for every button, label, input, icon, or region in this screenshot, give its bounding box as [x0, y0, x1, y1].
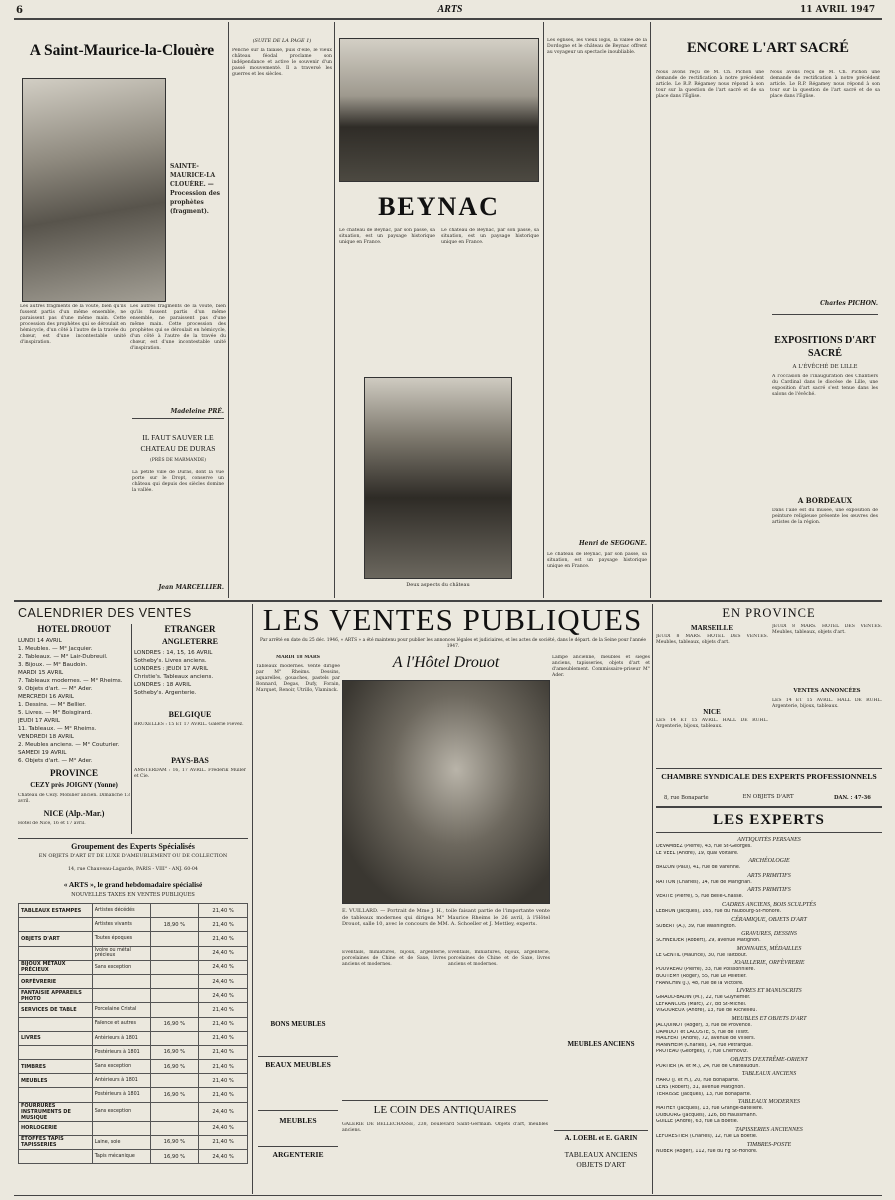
taxes-cell-a — [150, 1003, 199, 1017]
expert-entry: TERRISSE (Jacques), 13, rue Bonaparte. — [656, 1091, 752, 1097]
taxes-cell-cat — [19, 1017, 93, 1031]
cezy-text: Château de Cezy. Mobilier ancien. Dimanche 13 avril. — [18, 793, 130, 804]
expert-entry: MATHEY (Jacques), 13, rue Grange-Batelière. — [656, 1106, 764, 1112]
expert-entry: MANNHEIM (Charles), 14, rue Pétrarque. — [656, 1042, 753, 1048]
section-rule — [258, 1146, 338, 1147]
meubles: MEUBLES — [279, 1116, 317, 1125]
section-rule — [342, 1100, 548, 1101]
art-sacre-body-left: Nous avons reçu de M. Ch. Pichon une demande de rectification à notre précédent article. Le R.P. Régamey nous répond à son tour sur la question de l'art sacré et de sa place dans l'Église. — [656, 70, 764, 99]
taxes-cell-b: 21,40 % — [199, 1060, 248, 1074]
taxes-row — [19, 1017, 248, 1031]
calendrier-title: CALENDRIER DES VENTES — [18, 606, 192, 620]
section-rule — [132, 418, 224, 419]
page-number: 6 — [16, 5, 23, 16]
expert-entry: GIRAUD-BADIN (M.), 22, rue Guynemer. — [656, 995, 751, 1001]
chambre-tel: DAN. : 47-36 — [834, 795, 871, 801]
coin-antiquaires: LE COIN DES ANTIQUAIRES — [373, 1104, 517, 1116]
taxes-cell-sub: Antérieurs à 1801 — [92, 1031, 150, 1045]
duras-subtitle: (PRÈS DE MARMANDE) — [150, 458, 206, 463]
taxes-cell-cat: HORLOGERIE — [19, 1121, 93, 1135]
col-rule — [650, 22, 651, 598]
expert-section-heading: OBJETS D'EXTRÊME-ORIENT — [730, 1056, 808, 1063]
expert-entry: PROTEAU (Georges), 7, rue Chernoviz. — [656, 1049, 749, 1055]
taxes-cell-sub: Ivoire ou métal précieux — [92, 946, 150, 960]
taxes-cell-cat: ÉTOFFES TAPIS TAPISSERIES — [19, 1135, 93, 1149]
cezy-heading: CEZY près JOIGNY (Yonne) — [30, 781, 118, 789]
section-rule — [656, 832, 882, 833]
taxes-subtitle: NOUVELLES TAXES EN VENTES PUBLIQUES — [71, 892, 195, 898]
taxes-cell-a — [150, 960, 199, 974]
taxes-cell-sub: Antérieurs à 1801 — [92, 1074, 150, 1088]
loebl-sub: TABLEAUX ANCIENS OBJETS D'ART — [564, 1150, 638, 1169]
ventes-col-a: Tableaux modernes. Vente dirigée par M° Rheims. Dessins, aquarelles, gouaches, pastels par Bonnard, Degas, Dufy, Forain, Marquet, Renoir, Utrillo, Vlaminck. — [256, 664, 340, 693]
angleterre-heading: ANGLETERRE — [161, 637, 218, 646]
taxes-cell-b: 21,40 % — [199, 1017, 248, 1031]
section-rule — [258, 1056, 338, 1057]
beynac-photo-bottom — [364, 377, 512, 579]
continuation-marker: (SUITE DE LA PAGE 1) — [252, 38, 312, 44]
expert-section-heading: LIVRES ET MANUSCRITS — [736, 988, 802, 995]
expert-entry: FRANCHIN (J.), 48, rue de la Victoire. — [656, 980, 744, 986]
art-sacre-body-right: Nous avons reçu de M. Ch. Pichon une demande de rectification à notre précédent article. Le R.P. Régamey nous répond à son tour sur la question de l'art sacré et de sa place dans l'Église. — [770, 70, 880, 99]
taxes-cell-a — [150, 1102, 199, 1121]
taxes-cell-cat: ORFÈVRERIE — [19, 974, 93, 988]
nice-heading: NICE (Alp.-Mar.) — [43, 809, 105, 818]
issue-date: 11 AVRIL 1947 — [800, 5, 876, 15]
calendar-line: SAMEDI 19 AVRIL — [18, 750, 67, 756]
nice-province-text: LES 14 ET 15 AVRIL. HALL DE RUHL. Argenterie, bijoux, tableaux. — [656, 718, 768, 729]
taxes-row — [19, 1121, 248, 1135]
taxes-cell-cat: LIVRES — [19, 1031, 93, 1045]
taxes-cell-b: 21,40 % — [199, 1031, 248, 1045]
footer-rule — [14, 1195, 882, 1196]
calendar-line: Sotheby's. Livres anciens. — [134, 658, 207, 664]
taxes-cell-sub: Faïence et autres — [92, 1017, 150, 1031]
taxes-row — [19, 1102, 248, 1121]
taxes-row — [19, 974, 248, 988]
expert-entry: BRIZON (Paul), 41, rue de Varenne. — [656, 865, 741, 871]
art-sacre-title: ENCORE L'ART SACRÉ — [687, 40, 849, 56]
expert-entry: RATTON (Charles), 14, rue de Marignan. — [656, 879, 752, 885]
beynac-caption: Deux aspects du château — [406, 582, 470, 588]
bons-meubles: BONS MEUBLES — [270, 1020, 326, 1028]
angleterre-list — [134, 649, 246, 697]
taxes-row — [19, 918, 248, 932]
belgique-text: BRUXELLES : 15 ET 17 AVRIL. Galerie Fievez. — [134, 722, 244, 727]
marseille-text: JEUDI 8 MARS. HOTEL DES VENTES. Meubles, tableaux, objets d'art. — [656, 634, 768, 645]
taxes-cell-a: 16,90 % — [150, 1060, 199, 1074]
etranger-heading: ETRANGER — [164, 624, 216, 634]
expert-entry: SUBERT (A.), 39, rue Washington. — [656, 923, 737, 929]
photo-caption: SAINTE-MAURICE-LA CLOUÈRE. — Procession des prophètes (fragment). — [170, 163, 221, 215]
taxes-cell-b: 24,40 % — [199, 1121, 248, 1135]
paysbas-text: AMSTERDAM : 16, 17 AVRIL. Frederik Muller et Cie. — [134, 768, 246, 779]
vuillard-portrait — [342, 680, 550, 904]
saint-maurice-title: A Saint-Maurice-la-Clouère — [29, 42, 215, 59]
expert-entry: LEFORESTIER (Charles), 12, rue La Boétie. — [656, 1134, 758, 1140]
taxes-cell-a — [150, 904, 199, 918]
taxes-row — [19, 946, 248, 960]
beynac-title: BEYNAC — [378, 192, 500, 221]
beynac-body-right: Le château de Beynac, par son passé, sa situation, est un paysage historique unique en France. — [441, 228, 539, 245]
calendar-line: MARDI 15 AVRIL — [18, 670, 64, 676]
bordeaux-title: A BORDEAUX — [797, 496, 853, 505]
taxes-cell-cat — [19, 946, 93, 960]
taxes-cell-a — [150, 974, 199, 988]
calendar-line: 5. Livres. — M° Boisgirard. — [18, 710, 93, 716]
expert-section-heading: TABLEAUX MODERNES — [737, 1099, 801, 1106]
taxes-cell-cat: TIMBRES — [19, 1060, 93, 1074]
expert-entry: LE GENTIL (Maurice), 30, rue Taitbout. — [656, 952, 748, 958]
expert-entry: LEFRANCOIS (Marc), 27, bd St-Michel. — [656, 1001, 747, 1007]
taxes-row — [19, 960, 248, 974]
expositions-title: EXPOSITIONS D'ART SACRÉ — [774, 335, 876, 359]
masthead: ARTS — [437, 4, 463, 15]
expert-section-heading: CÉRAMIQUE, OBJETS D'ART — [731, 916, 807, 923]
expert-section-heading: GRAVURES, DESSINS — [741, 931, 797, 938]
taxes-cell-cat — [19, 1045, 93, 1059]
lille-body: A l'occasion de l'inauguration des Chantiers du Cardinal dans le diocèse de Lille, une exposition d'art sacré s'est tenue dans les salons de l'évêché. — [772, 374, 878, 397]
groupement-address: 14, rue Chauveau-Lagarde, PARIS - VIII° - ANJ. 60-04 — [68, 867, 198, 872]
calendar-line: LUNDI 14 AVRIL — [18, 638, 62, 644]
taxes-cell-a: 18,90 % — [150, 918, 199, 932]
procession-photo — [22, 78, 166, 302]
header-rule — [14, 18, 882, 20]
ventes-col-c-right: Éventails, miniatures, bijoux, argenterie, porcelaines de Chine et de Saxe, livres anciens et modernes. — [448, 950, 550, 967]
ventes-annoncees: VENTES ANNONCÉES — [793, 688, 861, 694]
expert-entry: LENS (Robert), 31, avenue Matignon. — [656, 1085, 745, 1091]
marseille-heading: MARSEILLE — [690, 624, 733, 632]
calendar-line: MERCREDI 16 AVRIL — [18, 694, 74, 700]
taxes-cell-b: 24,40 % — [199, 1102, 248, 1121]
calendar-line: 1. Meubles. — M° Jacquier. — [18, 646, 93, 652]
duras-title: IL FAUT SAUVER LE CHATEAU DE DURAS — [140, 433, 216, 453]
expert-section-heading: TAPISSERIES ANCIENNES — [735, 1127, 803, 1134]
chambre-sub: EN OBJETS D'ART — [742, 794, 794, 800]
col-rule — [252, 604, 253, 1194]
expert-section-heading: ARTS PRIMITIFS — [747, 872, 791, 879]
expositions-subtitle: A L'ÉVÊCHÉ DE LILLE — [792, 364, 858, 370]
calendar-line: 2. Tableaux. — M° Lair-Dubreuil. — [18, 654, 108, 660]
meubles-anciens: MEUBLES ANCIENS — [567, 1040, 635, 1048]
belgique-heading: BELGIQUE — [168, 710, 212, 719]
taxes-cell-b: 21,40 % — [199, 932, 248, 946]
taxes-cell-a: 16,90 % — [150, 1150, 199, 1164]
col-rule — [334, 22, 335, 598]
calendar-line: 2. Meubles anciens. — M° Couturier. — [18, 742, 120, 748]
taxes-cell-sub — [92, 974, 150, 988]
col-rule — [543, 22, 544, 598]
taxes-cell-sub: Postérieurs à 1801 — [92, 1045, 150, 1059]
ventes-annoncees-text: LES 14 ET 15 AVRIL. HALL DE RUHL. Argenterie, bijoux, tableaux. — [772, 698, 882, 709]
expert-section-heading: CADRES ANCIENS, BOIS SCULPTÉS — [722, 901, 816, 908]
beynac-photo-top — [339, 38, 539, 182]
taxes-table — [18, 903, 248, 1164]
calendar-line: VENDREDI 18 AVRIL — [18, 734, 74, 740]
author-madeleine-pre: Madeleine PRÉ. — [170, 408, 224, 415]
calendar-line: 6. Objets d'art. — M° Ader. — [18, 758, 93, 764]
taxes-cell-sub: Sans exception — [92, 960, 150, 974]
coin-text: GALERIE DE BELLECHASSE, 238, boulevard Saint-Germain. Objets d'art, meubles anciens. — [342, 1122, 548, 1133]
calendar-line: 1. Dessins. — M° Bellier. — [18, 702, 86, 708]
expert-entry: MAILFERT (André), 72, avenue de Villiers. — [656, 1036, 756, 1042]
taxes-cell-a — [150, 1031, 199, 1045]
taxes-cell-b: 21,40 % — [199, 1088, 248, 1102]
expert-entry: LE VEEL (André), 19, quai Voltaire. — [656, 850, 739, 856]
taxes-cell-sub: Artistes décédés — [92, 904, 150, 918]
taxes-cell-cat: FOURRURES INSTRUMENTS DE MUSIQUE — [19, 1102, 93, 1121]
section-rule — [656, 768, 882, 769]
expert-section-heading: ARTS PRIMITIFS — [747, 887, 791, 894]
taxes-cell-sub: Postérieurs à 1801 — [92, 1088, 150, 1102]
taxes-row — [19, 1088, 248, 1102]
chambre-syndicale: CHAMBRE SYNDICALE DES EXPERTS PROFESSIONNELS — [661, 772, 877, 781]
beynac-body-left: Le château de Beynac, par son passé, sa situation, est un paysage historique unique en France. — [339, 228, 435, 245]
taxes-row — [19, 932, 248, 946]
taxes-cell-b: 24,40 % — [199, 989, 248, 1003]
col-rule — [652, 604, 653, 1194]
beynac-continued: Les églises, les vieux logis, la vallée de la Dordogne et le château de Beynac offrent au voyageur un spectacle inoubliable. — [547, 38, 647, 55]
taxes-cell-a: 16,90 % — [150, 1135, 199, 1149]
taxes-row — [19, 1074, 248, 1088]
section-rule — [656, 806, 882, 808]
experts-title: LES EXPERTS — [713, 812, 825, 828]
taxes-cell-cat: BIJOUX MÉTAUX PRÉCIEUX — [19, 960, 93, 974]
taxes-cell-cat: TABLEAUX ESTAMPES — [19, 904, 93, 918]
taxes-cell-a — [150, 1074, 199, 1088]
nice-text: Hôtel de Nice, 16 et 17 avril. — [18, 821, 86, 826]
col2-body: Penché sur la falaise, puis d'elle, le vieux château féodal proclame son indépendance et active le souvenir d'un passé mouvementé. Il a traversé les guerres et les siècles. — [232, 48, 332, 77]
col1-body-right: Les autres fragments de la voûte, bien qu'ils fussent partis d'un même ensemble, ne paraissent pas d'une même main. Cette procession des prophètes qui se déroulait en hémicycle, d'un côté à l'autre de la travée du chœur, est d'une incontestable unité d'inspiration. — [130, 304, 226, 351]
chambre-address: 8, rue Bonaparte — [664, 795, 709, 801]
taxes-row — [19, 1135, 248, 1149]
section-rule — [258, 1110, 338, 1111]
ventes-col-a-title: MARDI 18 MARS — [276, 655, 320, 660]
taxes-cell-cat — [19, 1150, 93, 1164]
taxes-cell-cat: OBJETS D'ART — [19, 932, 93, 946]
expert-entry: JACQUINOT (Roger), 3, rue de Provence. — [656, 1022, 752, 1028]
calendar-line: 7. Tableaux modernes. — M° Rheims. — [18, 678, 123, 684]
expert-section-heading: ANTIQUITÉS PERSANES — [737, 837, 801, 843]
taxes-cell-sub: Tapis mécanique — [92, 1150, 150, 1164]
experts-list — [656, 836, 882, 1194]
taxes-cell-sub: Porcelaine Cristal — [92, 1003, 150, 1017]
taxes-cell-b: 21,40 % — [199, 1045, 248, 1059]
calendar-line: 11. Tableaux. — M° Rheims. — [18, 726, 97, 732]
expert-section-heading: TIMBRES-POSTE — [746, 1141, 792, 1148]
expert-section-heading: TABLEAUX ANCIENS — [741, 1071, 797, 1078]
groupement-subtitle: EN OBJETS D'ART ET DE LUXE D'AMEUBLEMENT OU DE COLLECTION — [38, 853, 228, 859]
expert-entry: LEBRUN (Jacques), 165, rue du Faubourg-St-Honoré. — [656, 908, 782, 914]
taxes-row — [19, 1003, 248, 1017]
taxes-cell-a — [150, 989, 199, 1003]
expert-entry: DUBOURG (Jacques), 126, bd Haussmann. — [656, 1112, 758, 1118]
taxes-title: « ARTS », le grand hebdomadaire spécialisé — [63, 880, 203, 889]
taxes-cell-b: 24,40 % — [199, 960, 248, 974]
author-segogne: Henri de SEGOGNE. — [578, 540, 647, 547]
taxes-cell-a — [150, 946, 199, 960]
expert-entry: PORTIER (A. et M.), 24, rue de Châteaudun. — [656, 1063, 760, 1069]
expert-entry: NOBER (Roger), 112, rue du Fg St-Honoré. — [656, 1148, 758, 1154]
en-province-title: EN PROVINCE — [722, 606, 816, 620]
expert-section-heading: JOAILLERIE, ORFÈVRERIE — [733, 960, 805, 967]
calendar-line: LONDRES : 18 AVRIL — [134, 682, 192, 688]
calendar-line: LONDRES : JEUDI 17 AVRIL — [134, 666, 209, 672]
taxes-cell-cat: SERVICES DE TABLE — [19, 1003, 93, 1017]
taxes-cell-cat: MEUBLES — [19, 1074, 93, 1088]
calendar-line: 9. Objets d'art. — M° Ader. — [18, 686, 93, 692]
taxes-cell-a — [150, 1121, 199, 1135]
taxes-cell-b: 21,40 % — [199, 904, 248, 918]
calendar-line: 3. Bijoux. — M° Baudoin. — [18, 662, 88, 668]
province-body-right: JEUDI 8 MARS. HOTEL DES VENTES. Meubles, tableaux, objets d'art. — [772, 624, 882, 635]
author-jean-marcellier: Jean MARCELLIER. — [158, 584, 224, 591]
taxes-cell-b: 21,40 % — [199, 1074, 248, 1088]
taxes-cell-b: 24,40 % — [199, 946, 248, 960]
ventes-intro: Par arrêté en date du 25 déc. 1946, « ARTS » a été maintenu pour publier les annonces légales et judiciaires, et les actes de société, dans le départ. de la Seine pour l'année 1947. — [259, 638, 646, 649]
beynac-note: Le château de Beynac, par son passé, sa situation, est un paysage historique unique en France. — [547, 552, 647, 569]
taxes-row — [19, 989, 248, 1003]
expert-section-heading: ARCHÉOLOGIE — [748, 858, 790, 865]
expert-section-heading: MEUBLES ET OBJETS D'ART — [731, 1015, 807, 1022]
col1-body: Les autres fragments de la voûte, bien qu'ils fussent partis d'un même ensemble, ne paraissent pas d'une même main. Cette procession des prophètes qui se déroulait en hémicycle, d'un côté à l'autre de la travée du chœur, est d'une incontestable unité d'inspiration. — [20, 304, 126, 345]
col-rule — [228, 22, 229, 598]
expert-entry: DAMIDOT et LACOSTE, 5, rue de Tilsitt. — [656, 1029, 750, 1035]
nice-province-heading: NICE — [703, 708, 721, 716]
taxes-cell-a — [150, 932, 199, 946]
col-rule — [131, 624, 132, 834]
taxes-cell-cat: FANTAISIE APPAREILS PHOTO — [19, 989, 93, 1003]
taxes-cell-b: 21,40 % — [199, 1003, 248, 1017]
vuillard-caption: E. VUILLARD. — Portrait de Mme J. H., toile faisant partie de l'importante vente de tableaux modernes qui dirigea M° Maurice Rheims le 26 avril, à l'Hôtel Drouot, salle 10, avec le concours de MM. A. Schoeller et J. Mettley, experts. — [342, 908, 550, 927]
taxes-cell-sub: Sans exception — [92, 1060, 150, 1074]
ventes-col-c-left: Éventails, miniatures, bijoux, argenterie, porcelaines de Chine et de Saxe, livres anciens et modernes. — [342, 950, 446, 967]
taxes-row — [19, 1045, 248, 1059]
taxes-cell-b: 24,40 % — [199, 1150, 248, 1164]
expert-entry: VIGOUREUX (André), 13, rue de Richelieu. — [656, 1008, 758, 1014]
argenterie: ARGENTERIE — [272, 1150, 324, 1159]
paysbas-heading: PAYS-BAS — [171, 756, 209, 765]
taxes-row — [19, 1060, 248, 1074]
taxes-cell-sub: Toutes époques — [92, 932, 150, 946]
author-pichon: Charles PICHON. — [820, 300, 878, 307]
groupement-title: Groupement des Experts Spécialisés — [71, 842, 195, 851]
calendar-line: Christie's. Tableaux anciens. — [134, 674, 214, 680]
expert-entry: POUVREAU (Pierre), 33, rue Poissonnière. — [656, 967, 755, 973]
bordeaux-body: Dans l'aile est du musée, une exposition de peinture religieuse présente les œuvres des artistes de la région. — [772, 508, 878, 525]
taxes-cell-b: 21,40 % — [199, 918, 248, 932]
section-rule — [18, 838, 248, 839]
calendar-line: JEUDI 17 AVRIL — [18, 718, 60, 724]
taxes-cell-b: 24,40 % — [199, 974, 248, 988]
expert-entry: GUILLE (André), 63, rue La Boétie. — [656, 1119, 739, 1125]
calendar-line: Sotheby's. Argenterie. — [134, 690, 197, 696]
expert-section-heading: MONNAIES, MÉDAILLES — [736, 945, 802, 952]
expert-entry: SCHNEIDER (Robert), 29, avenue Matignon. — [656, 938, 761, 944]
loebl-garin: A. LOEBL et E. GARIN — [564, 1134, 638, 1142]
expert-entry: HARO (J. et H.), 20, rue Bonaparte. — [656, 1078, 740, 1084]
taxes-cell-b: 21,40 % — [199, 1135, 248, 1149]
taxes-cell-sub — [92, 1121, 150, 1135]
province-heading: PROVINCE — [49, 768, 98, 778]
taxes-cell-a: 16,90 % — [150, 1045, 199, 1059]
expert-entry: BOUTEMY (Roger), 55, rue Le Peletier. — [656, 973, 747, 979]
taxes-cell-a: 16,90 % — [150, 1017, 199, 1031]
taxes-row — [19, 1031, 248, 1045]
section-rule — [554, 1130, 648, 1131]
taxes-cell-a: 16,90 % — [150, 1088, 199, 1102]
drouot-list — [18, 637, 130, 765]
taxes-cell-sub: Sans exception — [92, 1102, 150, 1121]
calendar-line: LONDRES : 14, 15, 16 AVRIL — [134, 650, 213, 656]
taxes-row — [19, 1150, 248, 1164]
expert-entry: DEVAMBEZ (Pierre), 43, rue St-Georges. — [656, 844, 752, 849]
taxes-cell-sub: Laine, soie — [92, 1135, 150, 1149]
drouot-heading: HOTEL DROUOT — [37, 624, 111, 634]
taxes-cell-sub: Artistes vivants — [92, 918, 150, 932]
ventes-title: LES VENTES PUBLIQUES — [262, 602, 643, 637]
taxes-cell-cat — [19, 918, 93, 932]
expert-entry: VÉRITÉ (Pierre), 5, rue Belle-Chasse. — [656, 894, 744, 900]
beaux-meubles: BEAUX MEUBLES — [265, 1060, 331, 1069]
duras-body: La petite ville de Duras, dont la vue porte sur le Dropt, conserve un château qui depuis des siècles domine la vallée. — [132, 470, 224, 493]
ventes-col-b: Lampe ancienne, meubles et sièges anciens, tapisseries, objets d'art et d'ameublement. Commissaire-priseur M° Ader. — [552, 655, 650, 678]
taxes-cell-cat — [19, 1088, 93, 1102]
taxes-row — [19, 904, 248, 918]
drouot-subtitle: A l'Hôtel Drouot — [392, 654, 500, 671]
section-rule — [772, 314, 878, 315]
taxes-cell-sub — [92, 989, 150, 1003]
